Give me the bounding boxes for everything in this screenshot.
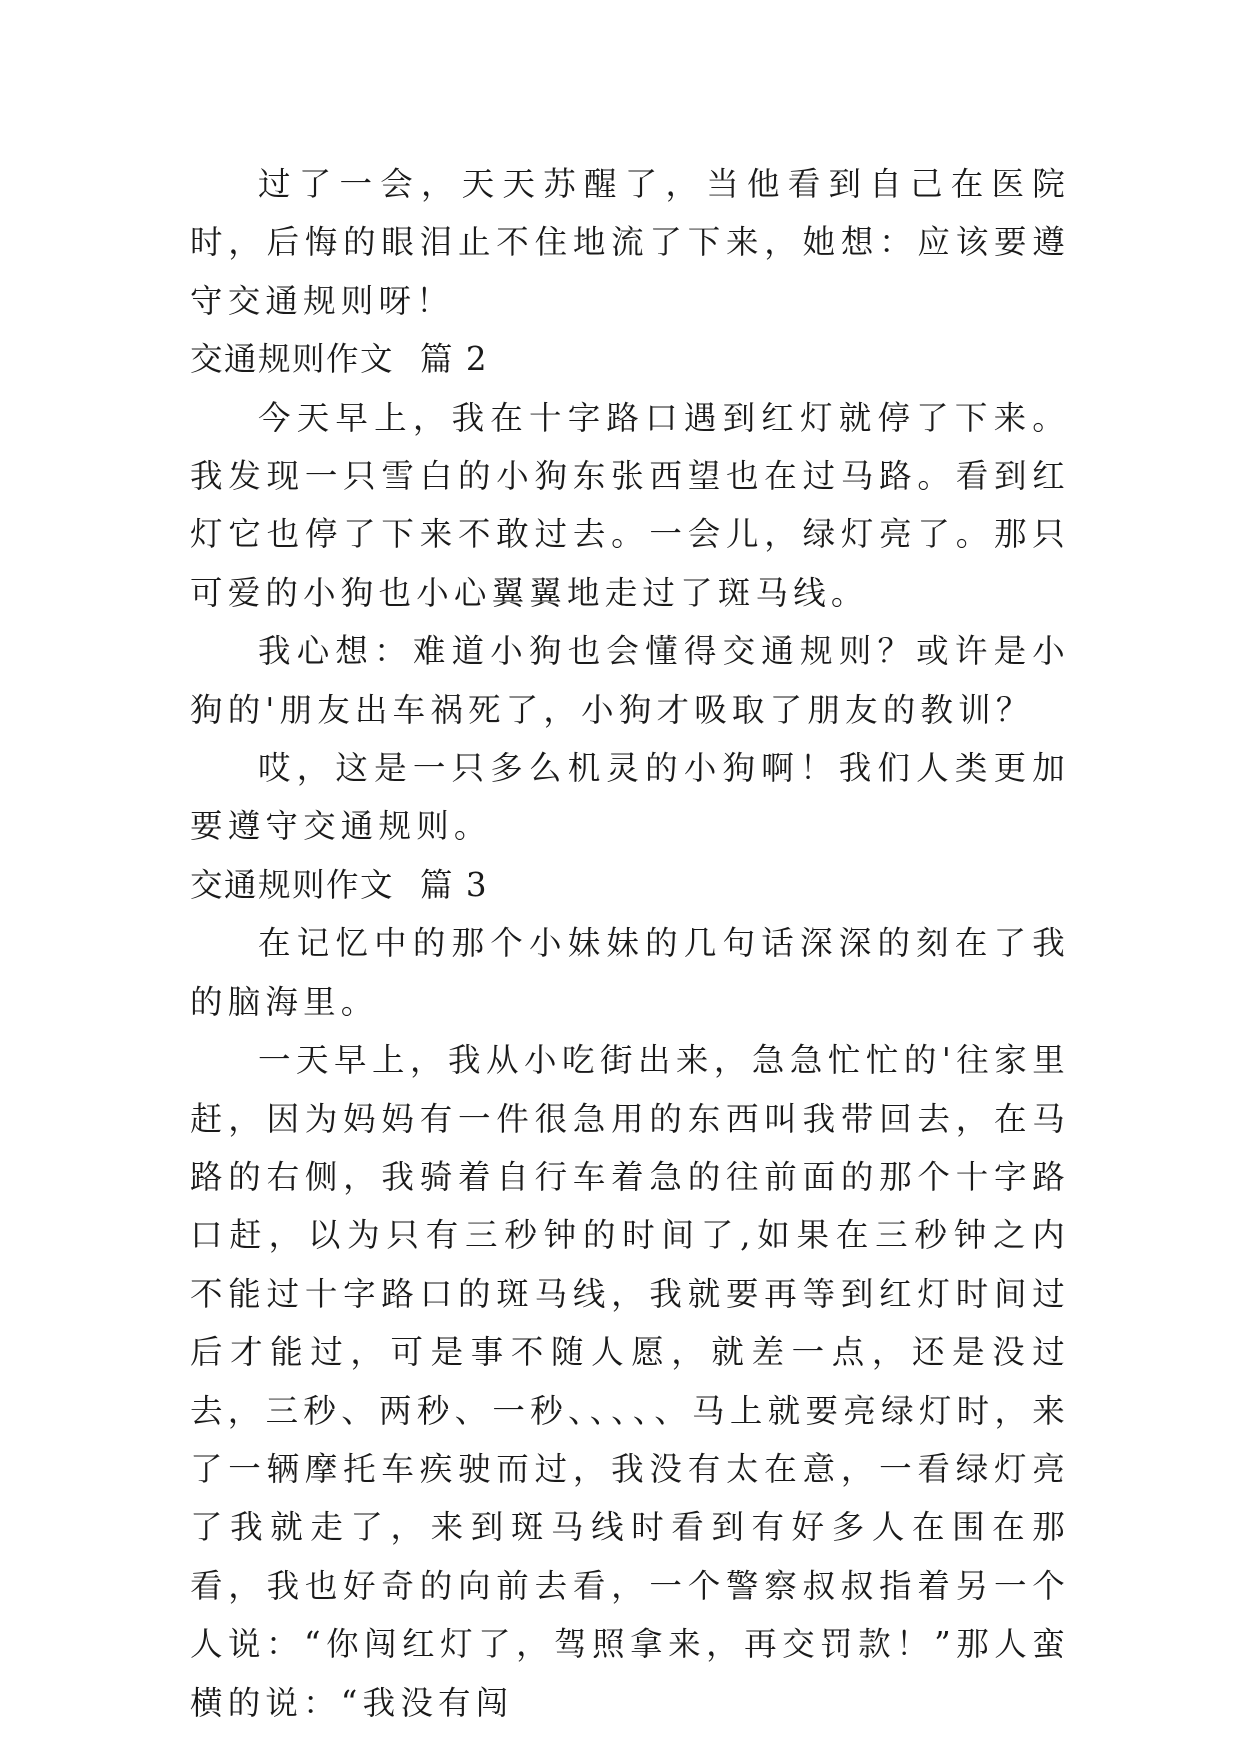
paragraph: 一天早上，我从小吃街出来，急急忙忙的'往家里赶，因为妈妈有一件很急用的东西叫我带回去，在马路的右侧，我骑着自行车着急的往前面的那个十字路口赶，以为只有三秒钟的时间了,如果在三秒钟之内不能过十字路口的斑马线，我就要再等到红灯时间过后才能过，可是事不随人愿，就差一点，还是没过去，三秒、两秒、一秒、、、、、马上就要亮绿灯时，来了一辆摩托车疾驶而过，我没有太在意，一看绿灯亮了我就走了，来到斑马线时看到有好多人在围在那看，我也好奇的向前去看，一个警察叔叔指着另一个人说：“你闯红灯了，驾照拿来，再交罚款！”那人蛮横的说：“我没有闯 — [190, 1041, 1070, 1722]
heading-title: 交通规则作文 — [190, 340, 395, 379]
paragraph: 在记忆中的那个小妹妹的几句话深深的刻在了我的脑海里。 — [190, 924, 1070, 1021]
section-heading — [190, 856, 1070, 914]
paragraph: 哎，这是一只多么机灵的小狗啊！我们人类更加要遵守交通规则。 — [190, 749, 1070, 846]
paragraph: 过了一会，天天苏醒了，当他看到自己在医院时，后悔的眼泪止不住地流了下来，她想：应该要遵守交通规则呀！ — [190, 165, 1070, 320]
heading-number: 篇 3 — [420, 865, 489, 904]
paragraph: 我心想：难道小狗也会懂得交通规则？或许是小狗的'朋友出车祸死了，小狗才吸取了朋友的教训？ — [190, 632, 1070, 729]
heading-number: 篇 2 — [420, 340, 489, 379]
document-body — [190, 155, 1070, 1732]
section-heading — [190, 330, 1070, 388]
paragraph: 今天早上，我在十字路口遇到红灯就停了下来。我发现一只雪白的小狗东张西望也在过马路。看到红灯它也停了下来不敢过去。一会儿，绿灯亮了。那只可爱的小狗也小心翼翼地走过了斑马线。 — [190, 398, 1070, 612]
heading-title: 交通规则作文 — [190, 865, 395, 904]
